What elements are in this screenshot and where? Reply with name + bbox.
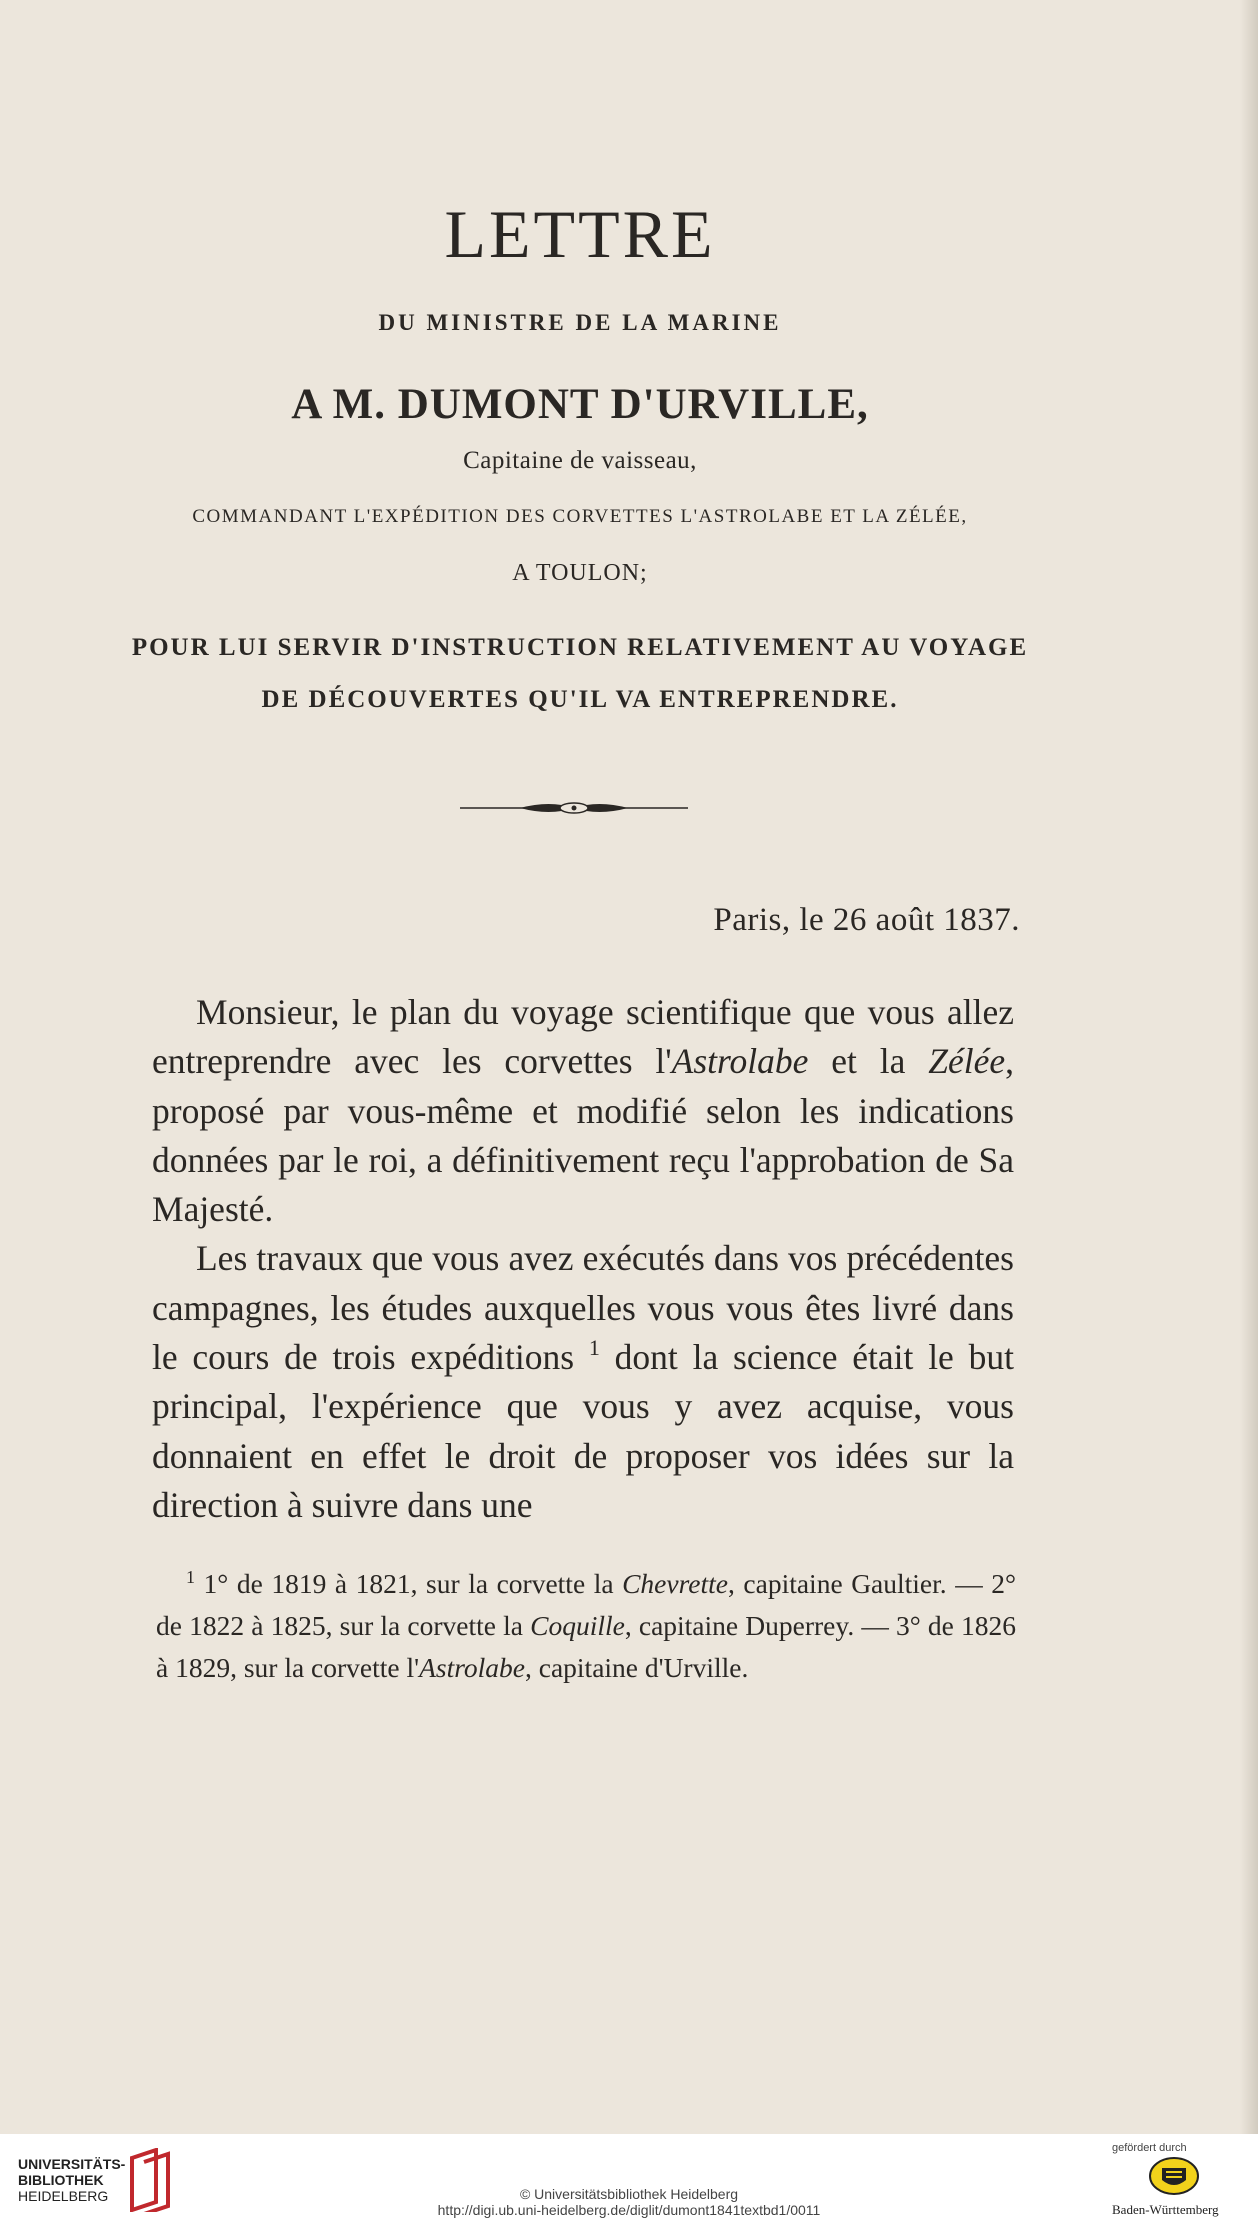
text-run: , capitaine Gaultier. — 2° de 1822 à 1825, sur la corvette la bbox=[156, 1568, 1016, 1641]
letter-body bbox=[152, 988, 1014, 1530]
text-run: 1° de 1819 à 1821, sur la corvette la bbox=[195, 1568, 623, 1599]
text-run: , capitaine d'Urville. bbox=[525, 1652, 749, 1683]
text-run: Les travaux que vous avez exécutés dans vos précédentes campagnes, les études auxquelles vous vous êtes livré dans le cours de trois expéditions bbox=[152, 1238, 1014, 1378]
footnote-paragraph bbox=[156, 1563, 1016, 1689]
body-paragraph bbox=[152, 1234, 1014, 1530]
rank-line: Capitaine de vaisseau, bbox=[463, 447, 697, 474]
purpose-line-2: DE DÉCOUVERTES QU'IL VA ENTREPRENDRE. bbox=[261, 686, 899, 713]
library-name-line: BIBLIOTHEK bbox=[18, 2172, 104, 2188]
library-name-line: UNIVERSITÄTS- bbox=[18, 2156, 126, 2172]
text-run: , proposé par vous-même et modifié selon les indications données par le roi, a définitivement reçu l'approbation de Sa Majesté. bbox=[152, 1041, 1015, 1230]
copyright-text: © Universitätsbibliothek Heidelberg bbox=[519, 2186, 739, 2202]
command-line: COMMANDANT L'EXPÉDITION DES CORVETTES L'ASTROLABE ET LA ZÉLÉE, bbox=[192, 506, 968, 527]
baden-wuerttemberg-crest-icon[interactable] bbox=[1148, 2156, 1200, 2196]
funder-name: Baden-Württemberg bbox=[1112, 2202, 1219, 2217]
ornament-divider-icon bbox=[460, 796, 688, 820]
funded-by-label: gefördert durch bbox=[1112, 2142, 1187, 2154]
text-run: , capitaine Duperrey. — 3° de 1826 à 1829, sur la corvette l' bbox=[156, 1610, 1016, 1683]
footnote-reference: 1 bbox=[588, 1335, 600, 1361]
ship-name: Coquille bbox=[530, 1610, 625, 1641]
footnote-mark: 1 bbox=[186, 1567, 195, 1587]
copyright-block bbox=[0, 2186, 1258, 2218]
library-name-line: HEIDELBERG bbox=[18, 2188, 109, 2204]
footnote bbox=[156, 1563, 1016, 1689]
dateline: Paris, le 26 août 1837. bbox=[713, 902, 1020, 938]
permalink-url[interactable]: http://digi.ub.uni-heidelberg.de/diglit/dumont1841textbd1/0011 bbox=[437, 2202, 821, 2218]
text-run: et la bbox=[808, 1041, 929, 1082]
purpose-line-1: POUR LUI SERVIR D'INSTRUCTION RELATIVEMENT AU VOYAGE bbox=[131, 634, 1029, 661]
body-paragraph bbox=[152, 988, 1014, 1234]
ship-name: Chevrette bbox=[622, 1568, 728, 1599]
ship-name: Astrolabe bbox=[671, 1041, 809, 1082]
ship-name: Zélée bbox=[928, 1041, 1006, 1082]
text-run: dont la science était le but principal, l'expérience que vous y avez acquise, vous donnaient en effet le droit de proposer vos idées sur la direction à suivre dans une bbox=[152, 1337, 1014, 1525]
subtitle-minister: DU MINISTRE DE LA MARINE bbox=[378, 310, 782, 335]
footer-bar bbox=[0, 2134, 1258, 2223]
recipient-line: A M. DUMONT D'URVILLE, bbox=[291, 381, 869, 428]
place-line: A TOULON; bbox=[512, 560, 648, 586]
text-run: Monsieur, le plan du voyage scientifique que vous allez entreprendre avec les corvettes l' bbox=[152, 992, 1014, 1082]
ship-name: Astrolabe bbox=[419, 1652, 525, 1683]
page-title: LETTRE bbox=[444, 196, 716, 272]
